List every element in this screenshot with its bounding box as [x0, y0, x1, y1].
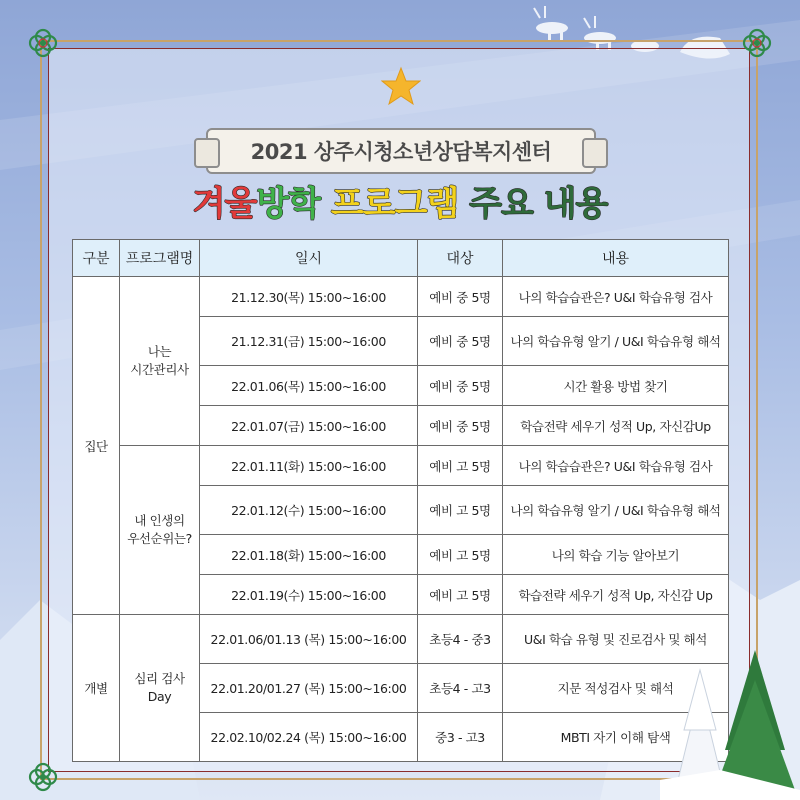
page-title — [0, 176, 800, 225]
subtitle-text: 2021 상주시청소년상담복지센터 — [250, 140, 552, 164]
title-part-3: 프로그램 — [320, 184, 459, 224]
date-cell: 22.01.18(화) 15:00~16:00 — [200, 535, 418, 575]
date-cell: 22.02.10/02.24 (목) 15:00~16:00 — [200, 713, 418, 762]
title-part-2: 방학 — [256, 184, 321, 224]
content-cell: 나의 학습습관은? U&I 학습유형 검사 — [503, 277, 729, 317]
content-cell: 나의 학습유형 알기 / U&I 학습유형 해석 — [503, 486, 729, 535]
date-cell: 22.01.06/01.13 (목) 15:00~16:00 — [200, 615, 418, 664]
content-cell: 시간 활용 방법 찾기 — [503, 366, 729, 406]
date-cell: 21.12.31(금) 15:00~16:00 — [200, 317, 418, 366]
star-icon — [381, 66, 421, 106]
header-category: 구분 — [73, 240, 120, 277]
program-table — [72, 239, 729, 762]
celtic-knot-icon — [740, 26, 774, 60]
content-cell: 학습전략 세우기 성적 Up, 자신감Up — [503, 406, 729, 446]
title-part-4: 주요 내용 — [458, 184, 608, 224]
date-cell: 22.01.07(금) 15:00~16:00 — [200, 406, 418, 446]
target-cell: 예비 고 5명 — [418, 535, 503, 575]
content-cell: 나의 학습 기능 알아보기 — [503, 535, 729, 575]
target-cell: 예비 중 5명 — [418, 317, 503, 366]
target-cell: 초등4 - 중3 — [418, 615, 503, 664]
content-cell: 나의 학습습관은? U&I 학습유형 검사 — [503, 446, 729, 486]
date-cell: 22.01.12(수) 15:00~16:00 — [200, 486, 418, 535]
date-cell: 22.01.20/01.27 (목) 15:00~16:00 — [200, 664, 418, 713]
header-content: 내용 — [503, 240, 729, 277]
celtic-knot-icon — [26, 26, 60, 60]
date-cell: 22.01.19(수) 15:00~16:00 — [200, 575, 418, 615]
header-target: 대상 — [418, 240, 503, 277]
content-cell: 지문 적성검사 및 해석 — [503, 664, 729, 713]
table-row — [73, 277, 729, 317]
table-row — [73, 446, 729, 486]
target-cell: 중3 - 고3 — [418, 713, 503, 762]
program-cell: 내 인생의 우선순위는? — [120, 446, 200, 615]
title-part-1: 겨울 — [192, 184, 257, 224]
content-cell: 학습전략 세우기 성적 Up, 자신감 Up — [503, 575, 729, 615]
celtic-knot-icon — [26, 760, 60, 794]
category-cell: 개별 — [73, 615, 120, 762]
table-row — [73, 615, 729, 664]
content-cell: MBTI 자기 이해 탐색 — [503, 713, 729, 762]
target-cell: 예비 중 5명 — [418, 406, 503, 446]
snowy-tree-icon — [660, 630, 800, 800]
date-cell: 22.01.11(화) 15:00~16:00 — [200, 446, 418, 486]
program-cell: 심리 검사 Day — [120, 615, 200, 762]
subtitle-banner — [206, 128, 596, 174]
category-cell: 집단 — [73, 277, 120, 615]
target-cell: 초등4 - 고3 — [418, 664, 503, 713]
target-cell: 예비 고 5명 — [418, 446, 503, 486]
header-date: 일시 — [200, 240, 418, 277]
content-cell: 나의 학습유형 알기 / U&I 학습유형 해석 — [503, 317, 729, 366]
date-cell: 21.12.30(목) 15:00~16:00 — [200, 277, 418, 317]
table-header-row — [73, 240, 729, 277]
date-cell: 22.01.06(목) 15:00~16:00 — [200, 366, 418, 406]
target-cell: 예비 중 5명 — [418, 366, 503, 406]
program-cell: 나는 시간관리사 — [120, 277, 200, 446]
content-cell: U&I 학습 유형 및 진로검사 및 해석 — [503, 615, 729, 664]
target-cell: 예비 고 5명 — [418, 575, 503, 615]
header-program: 프로그램명 — [120, 240, 200, 277]
target-cell: 예비 고 5명 — [418, 486, 503, 535]
target-cell: 예비 중 5명 — [418, 277, 503, 317]
